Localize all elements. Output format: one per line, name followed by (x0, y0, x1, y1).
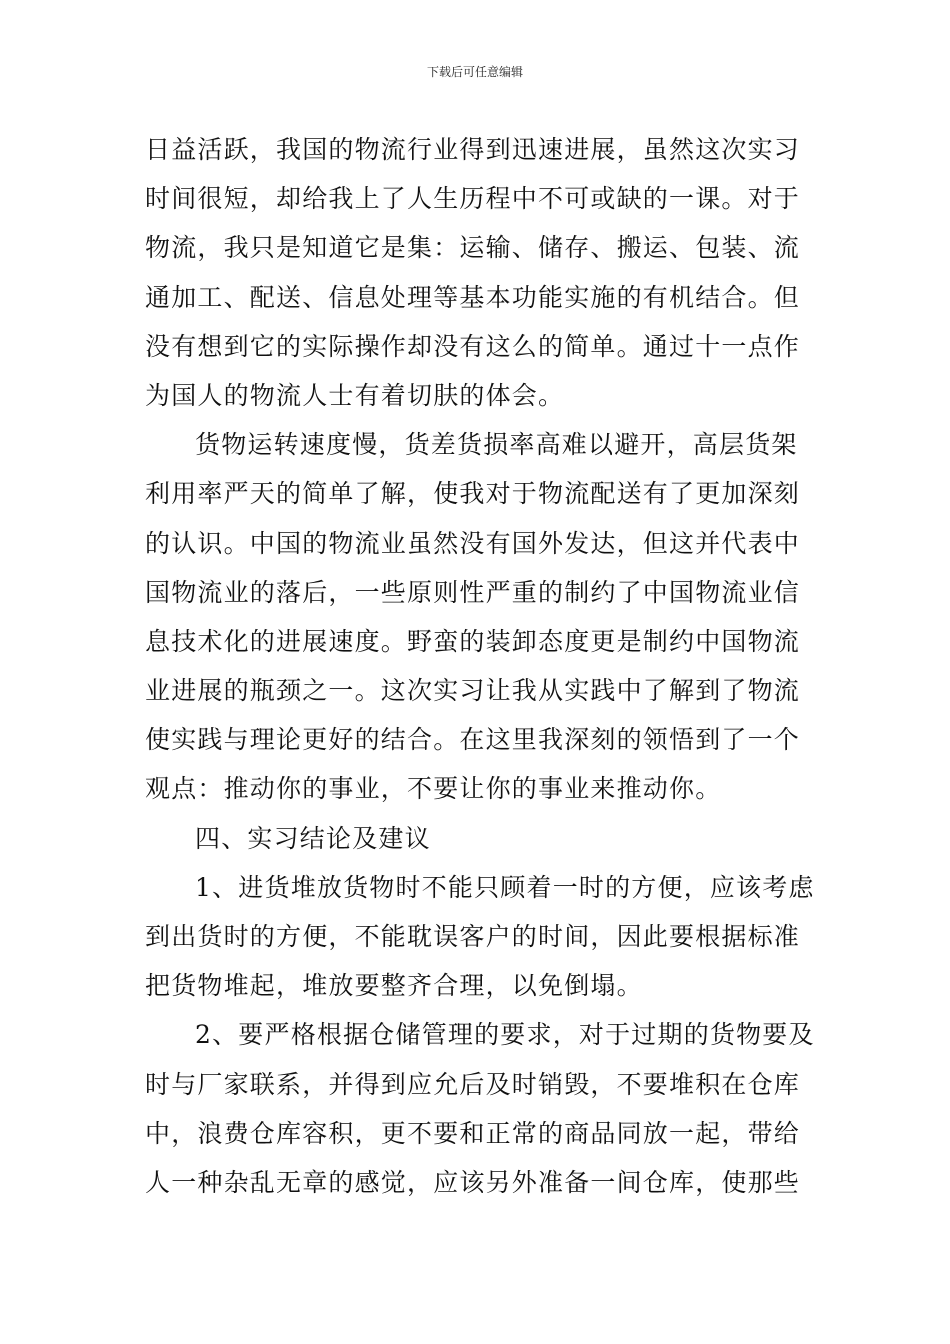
text-line: 国物流业的落后，一些原则性严重的制约了中国物流业信 (145, 577, 801, 607)
text-line: 息技术化的进展速度。野蛮的装卸态度更是制约中国物流 (145, 626, 801, 656)
text-line: 中，浪费仓库容积，更不要和正常的商品同放一起，带给 (145, 1118, 801, 1148)
text-line: 使实践与理论更好的结合。在这里我深刻的领悟到了一个 (145, 725, 801, 755)
text-line: 为国人的物流人士有着切肤的体会。 (145, 380, 565, 410)
document-body (145, 125, 815, 1207)
text-line: 把货物堆起，堆放要整齐合理，以免倒塌。 (145, 971, 643, 1001)
text-line: 利用率严天的简单了解，使我对于物流配送有了更加深刻 (145, 479, 801, 509)
paragraph-first-line: 1、进货堆放货物时不能只顾着一时的方便，应该考虑 (195, 872, 815, 902)
section-heading: 四、实习结论及建议 (195, 823, 431, 853)
text-line: 时与厂家联系，并得到应允后及时销毁，不要堆积在仓库 (145, 1069, 801, 1099)
text-line: 没有想到它的实际操作却没有这么的简单。通过十一点作 (145, 331, 801, 361)
text-line: 人一种杂乱无章的感觉，应该另外准备一间仓库，使那些 (145, 1167, 801, 1197)
text-line: 物流，我只是知道它是集：运输、储存、搬运、包装、流 (145, 233, 801, 263)
text-line: 业进展的瓶颈之一。这次实习让我从实践中了解到了物流 (145, 676, 801, 706)
paragraph-first-line: 2、要严格根据仓储管理的要求，对于过期的货物要及 (195, 1020, 815, 1050)
text-line: 到出货时的方便，不能耽误客户的时间，因此要根据标准 (145, 922, 801, 951)
text-line: 的认识。中国的物流业虽然没有国外发达，但这并代表中 (145, 528, 801, 558)
text-line: 日益活跃，我国的物流行业得到迅速进展，虽然这次实习 (145, 135, 801, 164)
text-line: 时间很短，却给我上了人生历程中不可或缺的一课。对于 (145, 184, 801, 214)
text-line: 通加工、配送、信息处理等基本功能实施的有机结合。但 (145, 282, 801, 312)
text-line: 观点：推动你的事业，不要让你的事业来推动你。 (145, 774, 722, 804)
paragraph-first-line: 货物运转速度慢，货差货损率高难以避开，高层货架 (195, 430, 798, 460)
page-header: 下载后可任意编辑 (426, 65, 523, 79)
